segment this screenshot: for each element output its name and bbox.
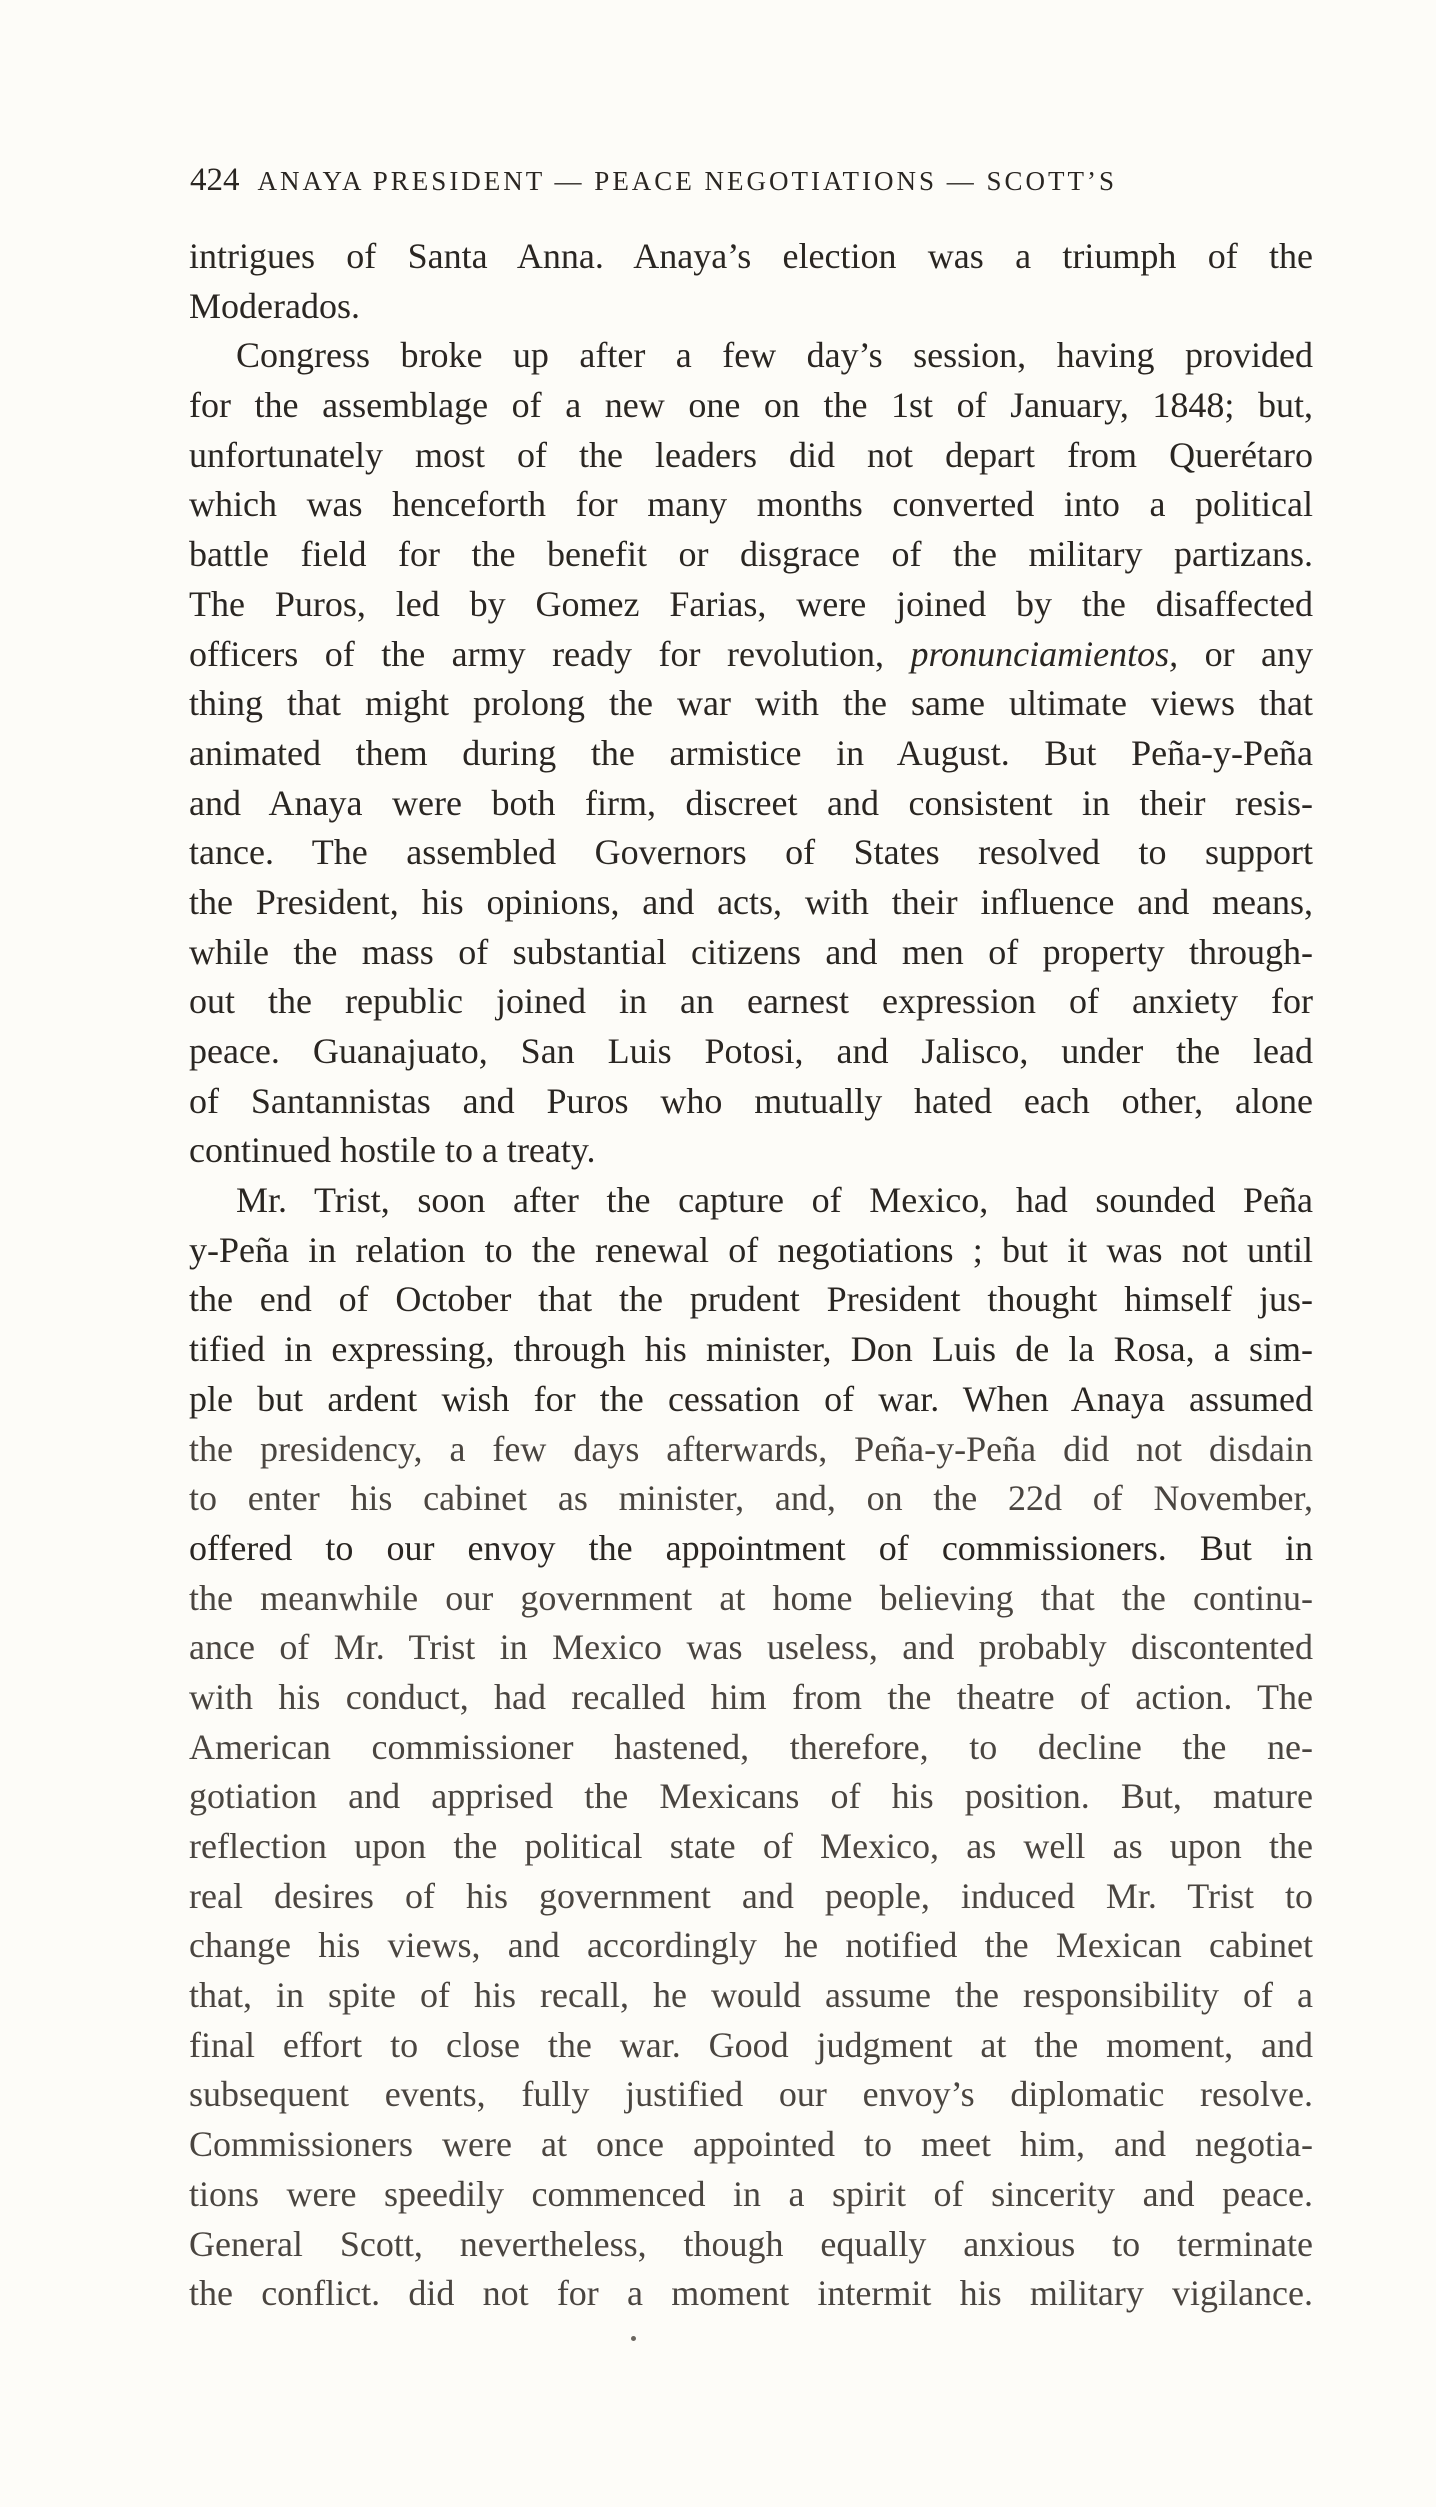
text-line: the President, his opinions, and acts, with their influence and means, bbox=[189, 881, 1313, 922]
print-speck bbox=[631, 2336, 636, 2341]
text-line: Moderados. bbox=[189, 285, 360, 326]
text-line: offered to our envoy the appointment of commissioners. But in bbox=[189, 1527, 1313, 1568]
text-line: ple but ardent wish for the cessation of war. When Anaya assumed bbox=[189, 1378, 1313, 1419]
text-line: animated them during the armistice in August. But Peña-y-Peña bbox=[189, 732, 1313, 773]
text-line: reflection upon the political state of Mexico, as well as upon the bbox=[189, 1826, 1313, 1866]
text-line: tance. The assembled Governors of States resolved to support bbox=[189, 832, 1313, 873]
text-line: final effort to close the war. Good judgment at the moment, and bbox=[189, 2024, 1313, 2065]
italic-term: pronunciamientos, bbox=[910, 633, 1179, 674]
text-line: while the mass of substantial citizens and men of property through- bbox=[189, 931, 1313, 972]
text-line: with his conduct, had recalled him from the theatre of action. The bbox=[189, 1676, 1313, 1717]
text-line bbox=[189, 630, 1313, 680]
paragraph-start-line: Mr. Trist, soon after the capture of Mexico, had sounded Peña bbox=[236, 1180, 1313, 1221]
text-line: gotiation and apprised the Mexicans of his position. But, mature bbox=[189, 1776, 1313, 1817]
text-line: intrigues of Santa Anna. Anaya’s election was a triumph of the bbox=[189, 236, 1313, 276]
text-line: change his views, and accordingly he notified the Mexican cabinet bbox=[189, 1925, 1313, 1966]
running-head bbox=[190, 160, 1310, 201]
running-head-title: ANAYA PRESIDENT — PEACE NEGOTIATIONS — SCOTT’S bbox=[257, 166, 1118, 196]
text-line: ance of Mr. Trist in Mexico was useless, and probably discontented bbox=[189, 1627, 1313, 1668]
text-line: the presidency, a few days afterwards, Peña-y-Peña did not disdain bbox=[189, 1428, 1313, 1469]
text-line: battle field for the benefit or disgrace of the military partizans. bbox=[189, 534, 1313, 575]
text-line: continued hostile to a treaty. bbox=[189, 1130, 596, 1171]
text-line: thing that might prolong the war with the same ultimate views that bbox=[189, 683, 1313, 724]
text-segment: officers of the army ready for revolution, bbox=[189, 633, 884, 674]
text-line: General Scott, nevertheless, though equally anxious to terminate bbox=[189, 2223, 1313, 2264]
text-line: The Puros, led by Gomez Farias, were joined by the disaffected bbox=[189, 583, 1313, 624]
text-line: the conflict. did not for a moment intermit his military vigilance. bbox=[189, 2273, 1313, 2314]
text-line: and Anaya were both firm, discreet and consistent in their resis- bbox=[189, 782, 1313, 823]
text-line: tions were speedily commenced in a spirit of sincerity and peace. bbox=[189, 2173, 1313, 2214]
text-line: Commissioners were at once appointed to meet him, and negotia- bbox=[189, 2124, 1313, 2165]
body-text bbox=[189, 232, 1313, 2319]
text-line: tified in expressing, through his minister, Don Luis de la Rosa, a sim- bbox=[189, 1329, 1313, 1370]
text-line: unfortunately most of the leaders did not depart from Querétaro bbox=[189, 434, 1313, 475]
text-line: peace. Guanajuato, San Luis Potosi, and Jalisco, under the lead bbox=[189, 1031, 1313, 1071]
text-line: y-Peña in relation to the renewal of negotiations ; but it was not until bbox=[189, 1229, 1313, 1270]
text-line: the meanwhile our government at home believing that the continu- bbox=[189, 1577, 1313, 1618]
text-segment: or any bbox=[1204, 633, 1314, 674]
text-line: which was henceforth for many months converted into a political bbox=[189, 484, 1313, 525]
text-line: subsequent events, fully justified our envoy’s diplomatic resolve. bbox=[189, 2074, 1313, 2115]
text-line: that, in spite of his recall, he would assume the responsibility of a bbox=[189, 1975, 1313, 2016]
text-line: of Santannistas and Puros who mutually hated each other, alone bbox=[189, 1080, 1313, 1121]
text-line: the end of October that the prudent President thought himself jus- bbox=[189, 1279, 1313, 1320]
text-line: to enter his cabinet as minister, and, on the 22d of November, bbox=[189, 1478, 1313, 1519]
text-line: out the republic joined in an earnest expression of anxiety for bbox=[189, 981, 1313, 1022]
text-line: real desires of his government and people, induced Mr. Trist to bbox=[189, 1875, 1313, 1916]
text-line: American commissioner hastened, therefore, to decline the ne- bbox=[189, 1726, 1313, 1767]
page-number: 424 bbox=[190, 162, 240, 198]
paragraph-start-line: Congress broke up after a few day’s session, having provided bbox=[236, 335, 1313, 376]
text-line: for the assemblage of a new one on the 1st of January, 1848; but, bbox=[189, 385, 1313, 426]
